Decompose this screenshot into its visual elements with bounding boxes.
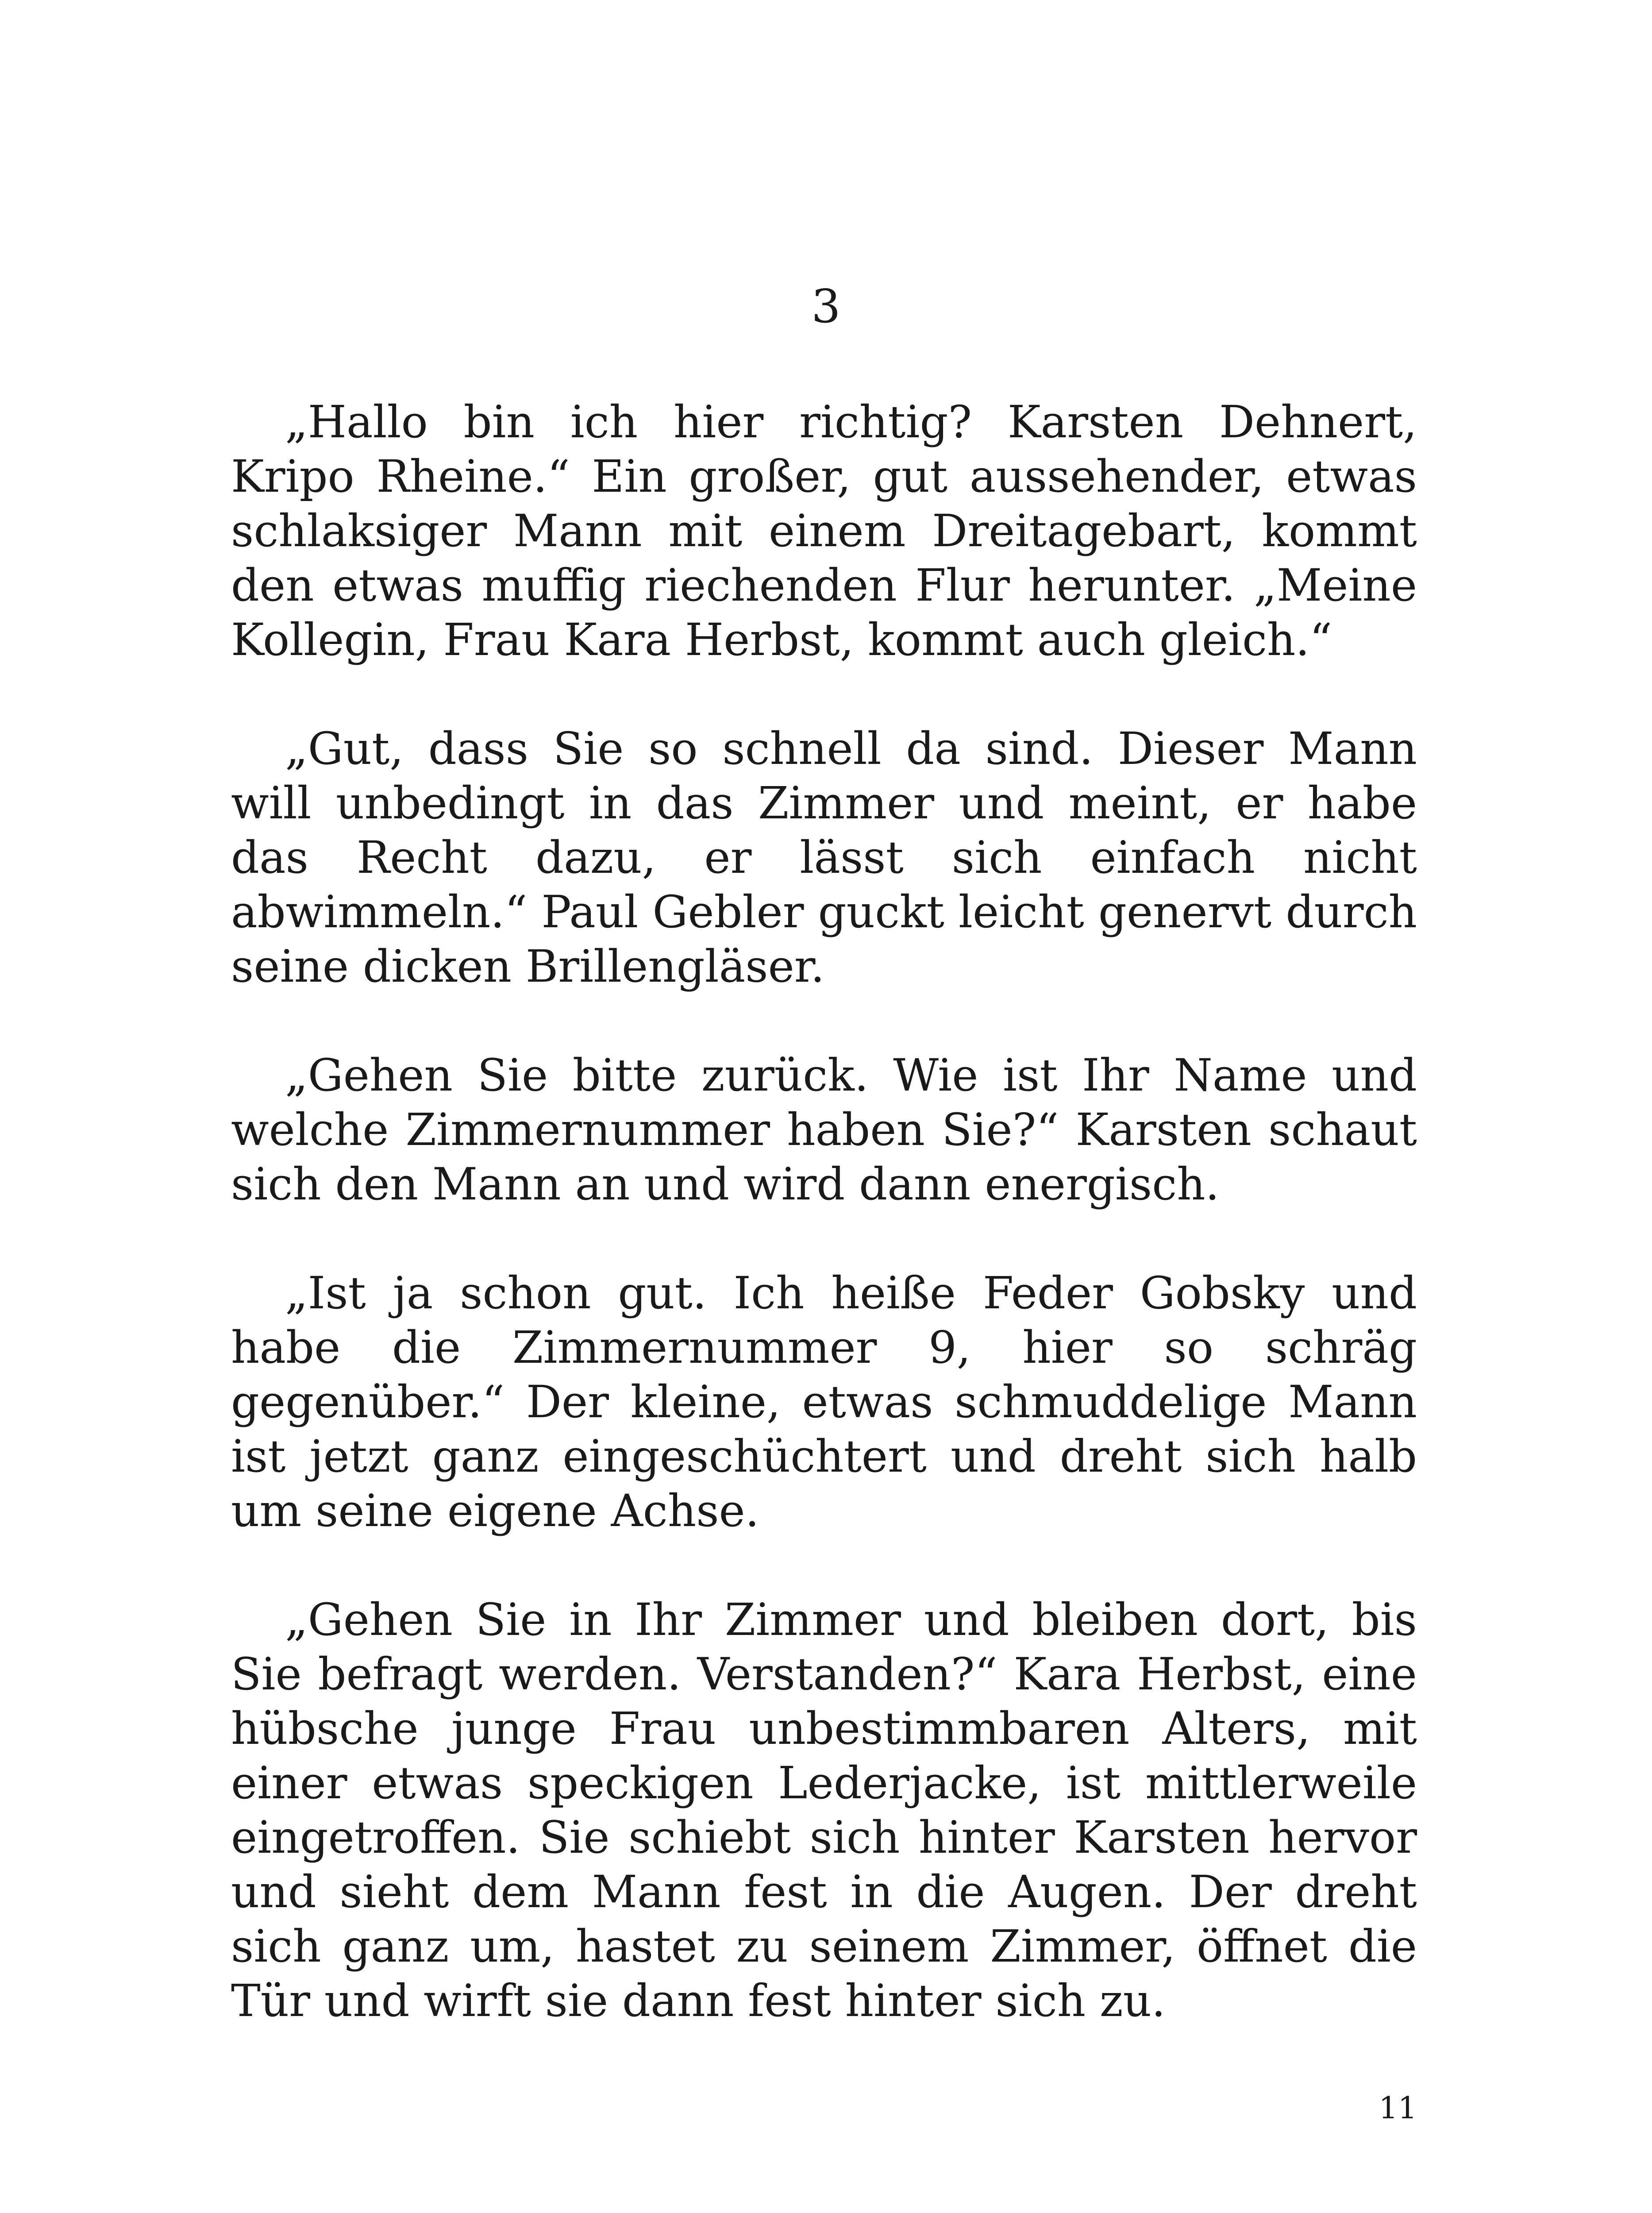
paragraph-1: „Hallo bin ich hier richtig? Karsten Dehnert, Kripo Rheine.“ Ein großer, gut aussehender, etwas schlaksiger Mann mit einem Dreitagebart, kommt den etwas muffig riechenden Flur herunter. „Meine Kollegin, Frau Kara Herbst, kommt auch gleich.“ (231, 396, 1417, 666)
paragraph-2: „Gut, dass Sie so schnell da sind. Dieser Mann will unbedingt in das Zimmer und meint, er habe das Recht dazu, er lässt sich einfach nicht abwimmeln.“ Paul Gebler guckt leicht genervt durch seine dicken Brillengläser. (231, 723, 1417, 992)
page-number: 11 (1379, 2091, 1417, 2126)
paragraph-5: „Gehen Sie in Ihr Zimmer und bleiben dort, bis Sie befragt werden. Verstanden?“ Kara Herbst, eine hübsche junge Frau unbestimmbaren Alters, mit einer etwas speckigen Lederjacke, ist mittlerweile eingetroffen. Sie schiebt sich hinter Karsten hervor und sieht dem Mann fest in die Augen. Der dreht sich ganz um, hastet zu seinem Zimmer, öffnet die Tür und wirft sie dann fest hinter sich zu. (231, 1594, 1417, 2027)
body-text (231, 395, 1417, 2028)
chapter-number: 3 (811, 279, 841, 333)
paragraph-4: „Ist ja schon gut. Ich heiße Feder Gobsky und habe die Zimmernummer 9, hier so schräg gegenüber.“ Der kleine, etwas schmuddelige Mann ist jetzt ganz eingeschüchtert und dreht sich halb um seine eigene Achse. (231, 1267, 1417, 1537)
paragraph-3: „Gehen Sie bitte zurück. Wie ist Ihr Name und welche Zimmernummer haben Sie?“ Karsten schaut sich den Mann an und wird dann energisch. (231, 1049, 1417, 1210)
